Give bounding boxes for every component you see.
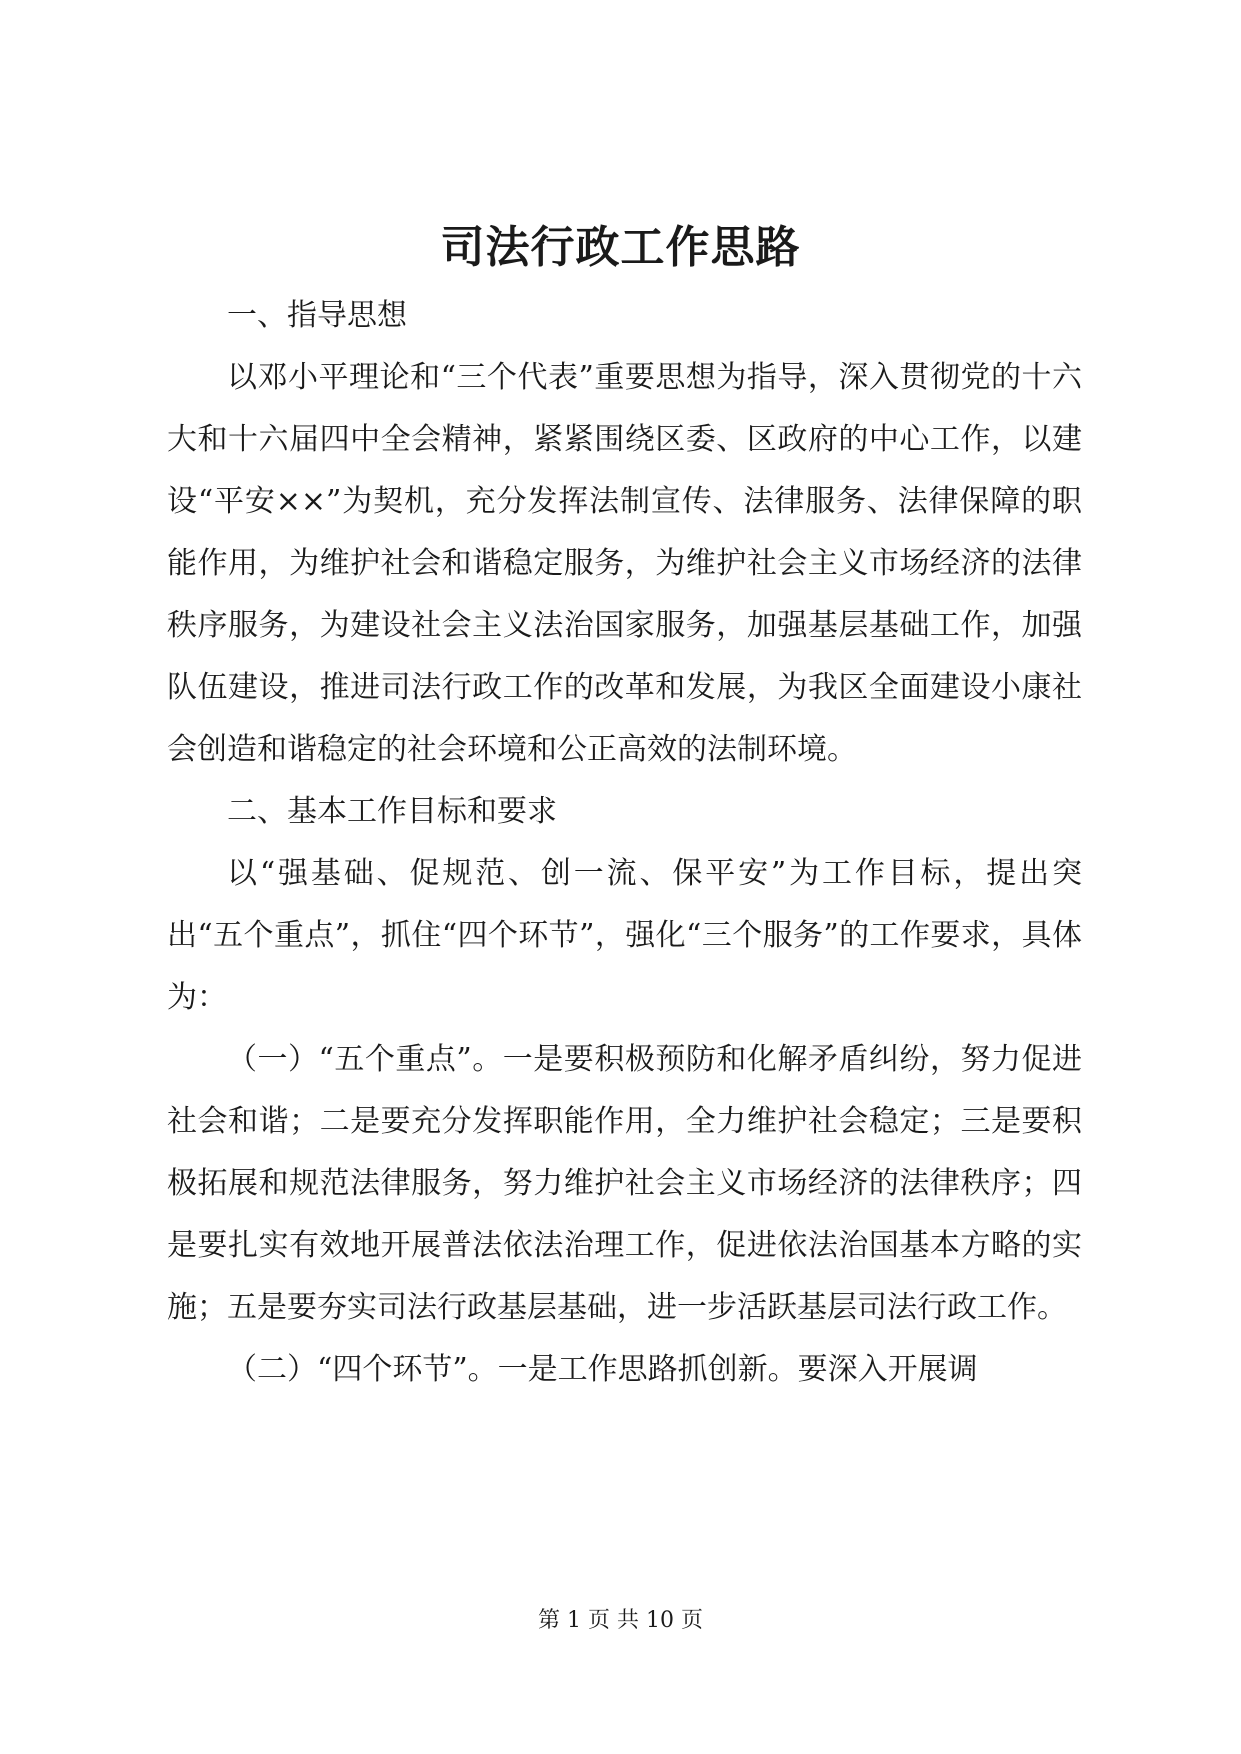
- paragraph: 以邓小平理论和“三个代表”重要思想为指导，深入贯彻党的十六大和十六届四中全会精神，紧紧围绕区委、区政府的中心工作，以建设“平安××”为契机，充分发挥法制宣传、法律服务、法律保障的职能作用，为维护社会和谐稳定服务，为维护社会主义市场经济的法律秩序服务，为建设社会主义法治国家服务，加强基层基础工作，加强队伍建设，推进司法行政工作的改革和发展，为我区全面建设小康社会创造和谐稳定的社会环境和公正高效的法制环境。: [167, 360, 1082, 767]
- paragraph: 以“强基础、促规范、创一流、保平安”为工作目标，提出突出“五个重点”，抓住“四个环节”，强化“三个服务”的工作要求，具体为：: [167, 856, 1082, 1015]
- paragraph: （二）“四个环节”。一是工作思路抓创新。要深入开展调: [227, 1352, 978, 1387]
- section-heading: 二、基本工作目标和要求: [227, 794, 557, 829]
- paragraph: （一）“五个重点”。一是要积极预防和化解矛盾纠纷，努力促进社会和谐；二是要充分发挥职能作用，全力维护社会稳定；三是要积极拓展和规范法律服务，努力维护社会主义市场经济的法律秩序；四是要扎实有效地开展普法依法治理工作，促进依法治国基本方略的实施；五是要夯实司法行政基层基础，进一步活跃基层司法行政工作。: [167, 1042, 1082, 1325]
- document-body: [167, 285, 1082, 1401]
- page-footer: 第 1 页 共 10 页: [538, 1608, 703, 1633]
- document-title: 司法行政工作思路: [440, 222, 801, 273]
- section-heading: 一、指导思想: [227, 298, 407, 333]
